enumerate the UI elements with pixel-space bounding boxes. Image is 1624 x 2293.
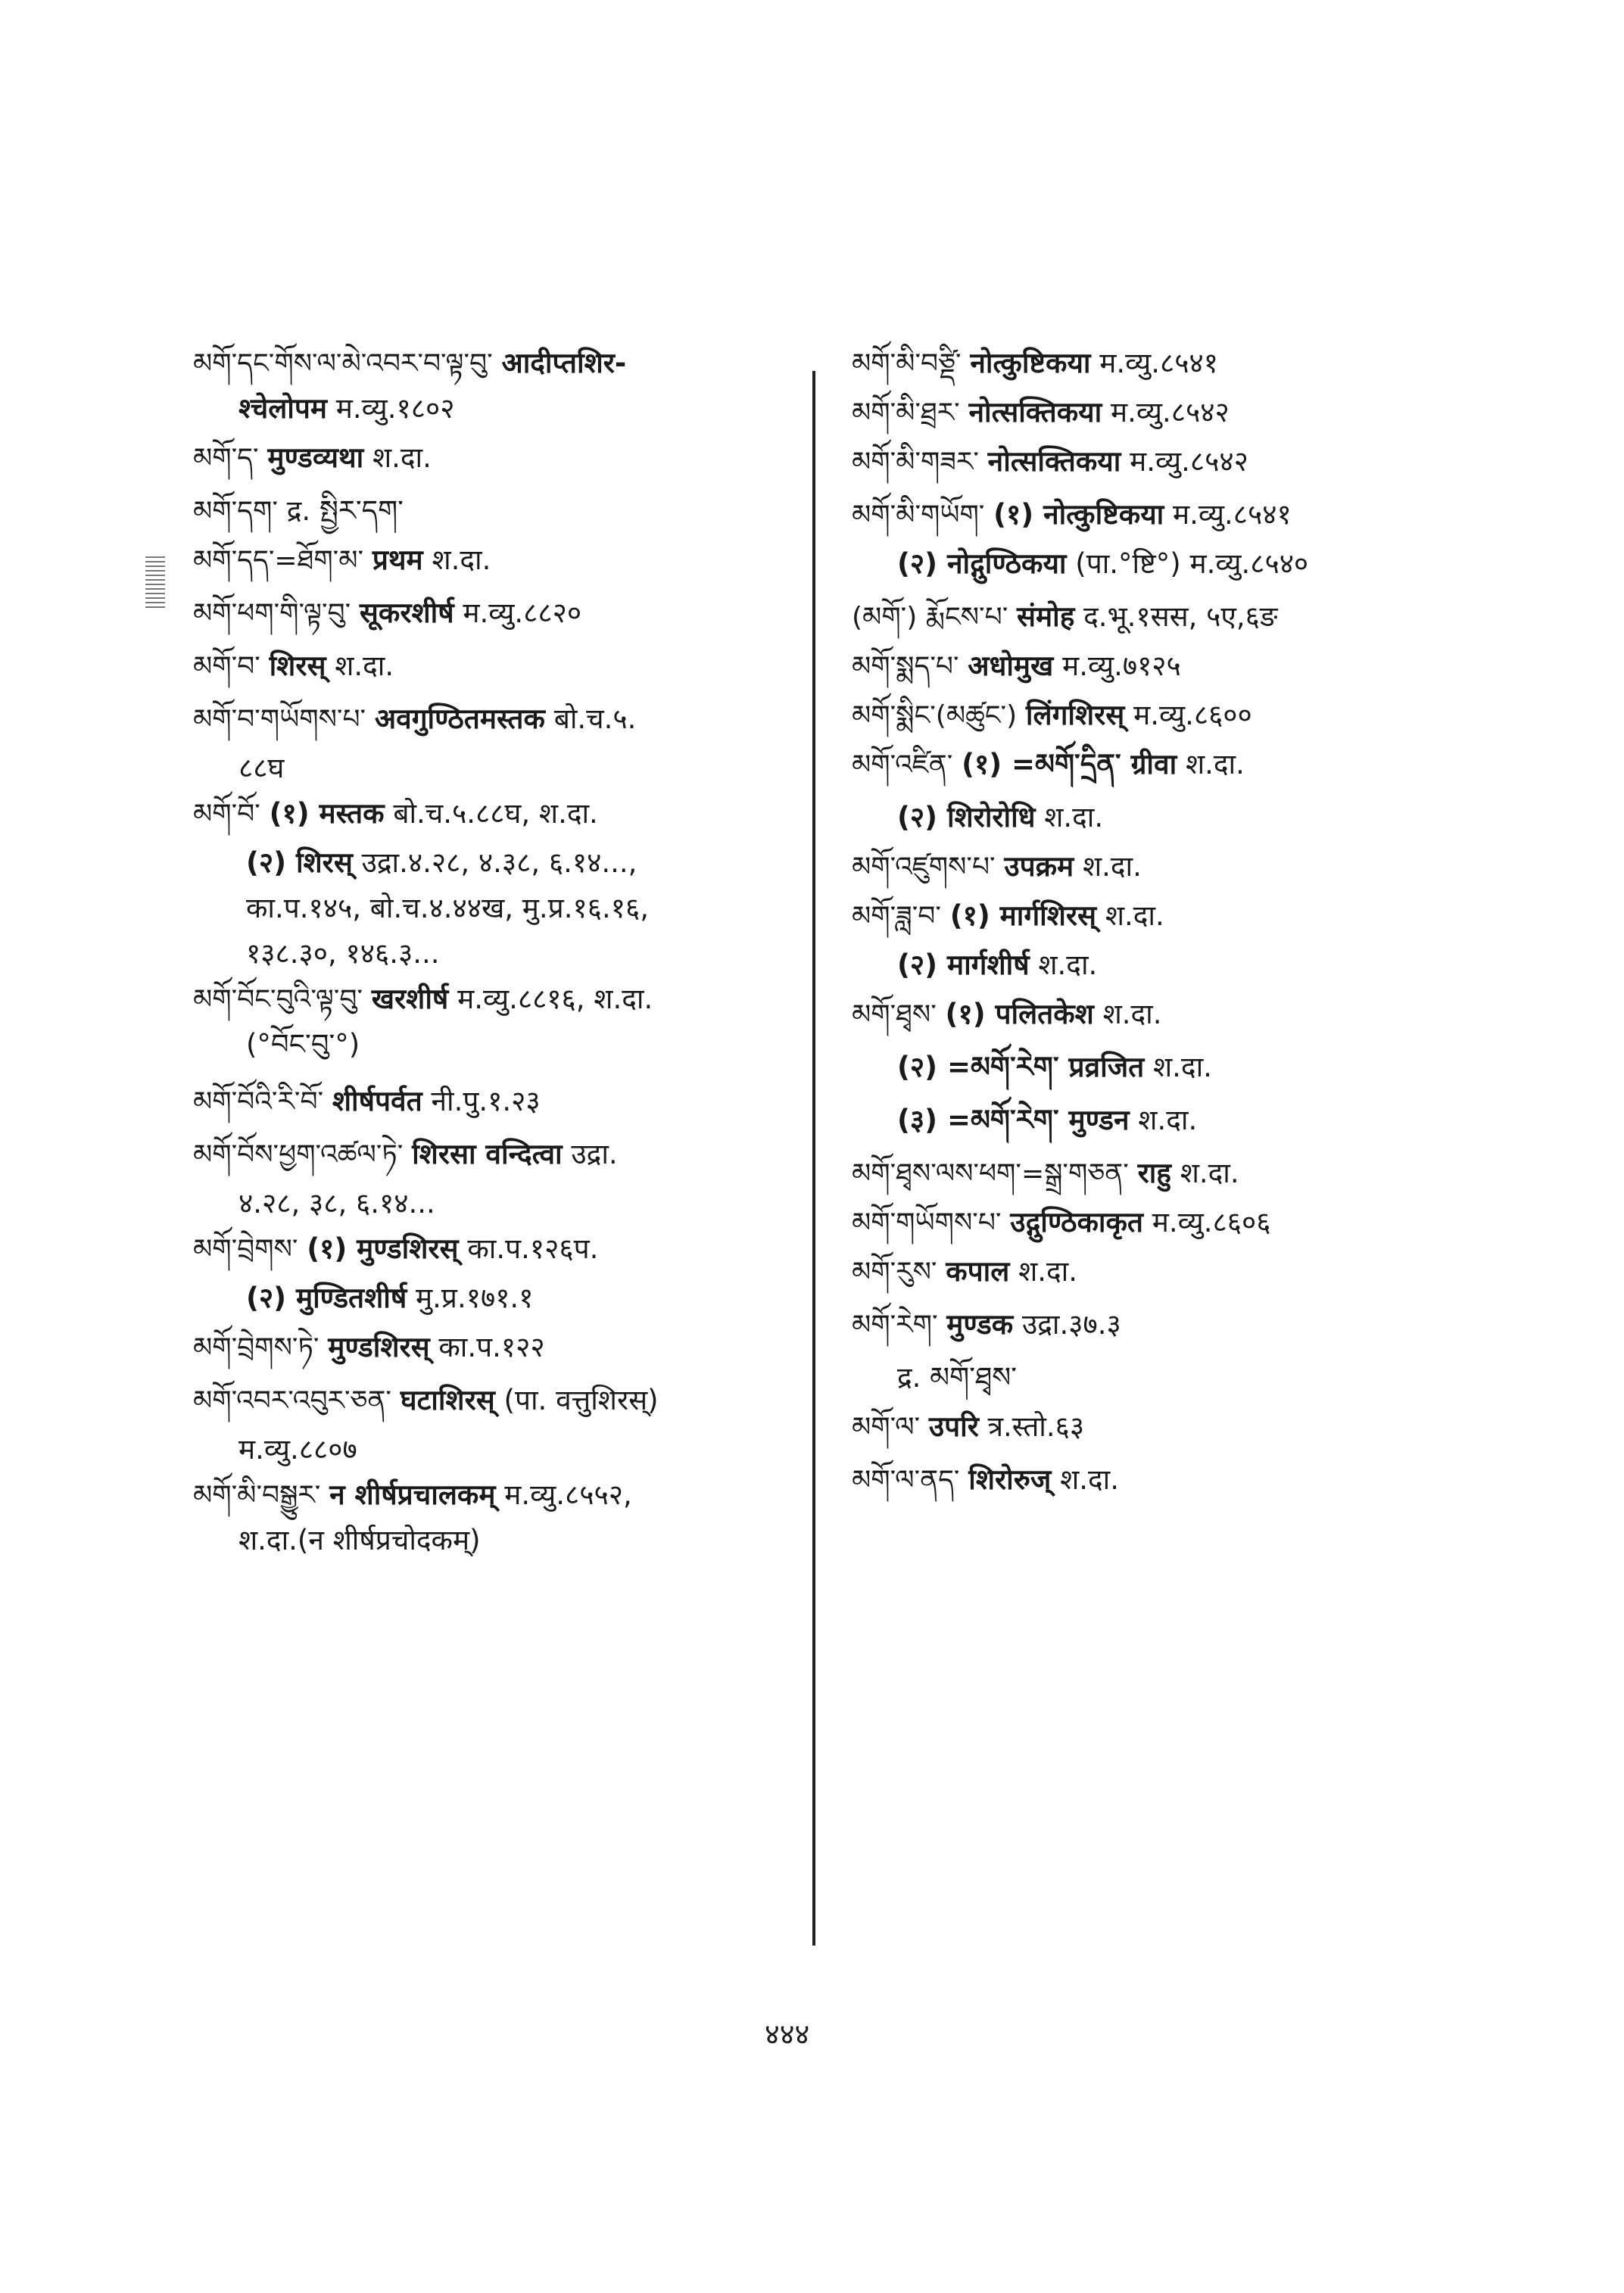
- reference: श.दा.: [1153, 1051, 1212, 1083]
- tibetan-headword: མགོ་ལ་: [852, 1412, 921, 1443]
- entry-line: [246, 844, 637, 882]
- entry-line: [897, 1101, 1197, 1139]
- sanskrit-equivalent: राहु: [1137, 1157, 1171, 1189]
- reference: द्र. སྤྱིར་དག་: [286, 494, 404, 527]
- reference: (°བོང་བུ་°): [246, 1028, 360, 1061]
- entry-line: [238, 1522, 481, 1559]
- sanskrit-equivalent: सूकरशीर्ष: [359, 597, 454, 629]
- sanskrit-equivalent: शीर्षपर्वत: [332, 1085, 422, 1117]
- entry-line: [897, 946, 1097, 984]
- entry-line: [246, 889, 649, 927]
- tibetan-headword: མགོ་བྲེགས་: [193, 1234, 298, 1265]
- tibetan-headword: མགོ་བོ་: [193, 799, 260, 830]
- entry-line: [852, 394, 1230, 432]
- tibetan-headword: མགོ་མི་གཟར་: [852, 447, 979, 478]
- reference: (पा.°ष्टि°) म.व्यु.८५४०: [1075, 547, 1309, 580]
- entry-line: [193, 647, 394, 686]
- tibetan-headword: མགོ་ཐྭས་: [852, 999, 937, 1030]
- reference: म.व्यु.८८२०: [463, 597, 582, 629]
- entry-line: [897, 1359, 1017, 1397]
- entry-line: [852, 443, 1248, 481]
- sanskrit-equivalent: खरशीर्ष: [371, 983, 449, 1015]
- entry-line: [852, 598, 1277, 637]
- reference: म.व्यु.८५४२: [1130, 445, 1248, 478]
- entry-line: [193, 344, 626, 383]
- column-divider: [812, 371, 815, 1946]
- entry-line: [193, 1476, 632, 1515]
- sanskrit-equivalent: (१) मुण्डशिरस्: [307, 1232, 459, 1265]
- entry-line: [193, 1083, 541, 1121]
- tibetan-headword: མགོ་དང་གོས་ལ་མེ་འབར་བ་ལྟ་བུ་: [193, 348, 493, 379]
- reference: श.दा.: [1018, 1255, 1078, 1288]
- entry-line: [246, 1026, 360, 1064]
- entry-line: [852, 1461, 1119, 1500]
- entry-line: [852, 647, 1181, 686]
- sanskrit-equivalent: शिरोरुज्: [968, 1463, 1052, 1496]
- entry-line: [852, 496, 1292, 534]
- tibetan-headword: མགོ་ཕག་གི་ལྟ་བུ་: [193, 598, 351, 629]
- sanskrit-equivalent: (१) मार्गशिरस्: [949, 899, 1097, 932]
- tibetan-headword: མགོ་འཛུགས་པ་: [852, 852, 996, 883]
- reference: बो.च.५.: [553, 703, 637, 735]
- entry-line: [852, 746, 1245, 784]
- tibetan-headword: མགོ་བྲེགས་ཏེ་: [193, 1332, 320, 1363]
- sanskrit-equivalent: (२) शिरस्: [246, 846, 353, 879]
- sanskrit-equivalent: (२) नोद्गुण्ठिकया: [897, 547, 1067, 580]
- entry-line: [238, 749, 284, 787]
- entry-line: [193, 1230, 598, 1269]
- reference: नी.पु.१.२३: [431, 1085, 541, 1117]
- entry-line: [193, 1329, 545, 1367]
- reference: मु.प्र.१७१.१: [416, 1282, 534, 1314]
- reference: श.दा.: [1180, 1157, 1239, 1189]
- entry-line: [193, 439, 432, 478]
- tibetan-headword: མགོ་ཐྭས་ལས་ཕག་=སྒྲ་གཅན་: [852, 1158, 1129, 1189]
- sanskrit-equivalent: श्चेलोपम: [238, 392, 328, 425]
- reference: उद्रा.४.२८, ४.३८, ६.१४...,: [361, 846, 637, 879]
- reference: श.दा.: [1060, 1463, 1119, 1496]
- entry-line: [852, 897, 1164, 936]
- tibetan-headword: མགོ་མི་བསྒྱུར་: [193, 1480, 321, 1511]
- page-number: ४४४: [765, 2017, 810, 2051]
- tibetan-headword: མགོ་རེག་: [852, 1310, 938, 1341]
- sanskrit-equivalent: (१) =མགོ་དྲིན་ ग्रीवा: [962, 748, 1177, 780]
- entry-line: [193, 1136, 618, 1174]
- reference: त्र.स्तो.६३: [987, 1410, 1085, 1443]
- entry-line: [852, 1408, 1084, 1447]
- reference: श.दा.: [1102, 998, 1162, 1030]
- sanskrit-equivalent: (१) पलितकेश: [945, 998, 1094, 1030]
- sanskrit-equivalent: नोत्सक्तिकया: [968, 396, 1102, 428]
- reference: ४.२८, ३८, ६.१४...: [238, 1187, 435, 1220]
- reference: का.प.१४५, बो.च.४.४४ख, मु.प्र.१६.१६,: [246, 892, 649, 924]
- sanskrit-equivalent: (१) नोत्कुष्टिकया: [993, 498, 1164, 531]
- sanskrit-equivalent: (३) =མགོ་རེག་ मुण्डन: [897, 1104, 1130, 1136]
- entry-line: [246, 935, 440, 973]
- entry-line: [852, 1154, 1239, 1193]
- sanskrit-equivalent: लिंगशिरस्: [1025, 699, 1125, 731]
- reference: उद्रा.: [571, 1138, 618, 1170]
- sanskrit-equivalent: (२) मार्गशीर्ष: [897, 949, 1030, 981]
- margin-mark: [145, 556, 165, 609]
- entry-line: [193, 1382, 659, 1420]
- sanskrit-equivalent: मुण्डव्यथा: [267, 441, 364, 474]
- reference: श.दा.: [1185, 748, 1245, 780]
- reference: श.दा.: [432, 544, 491, 576]
- entry-line: [852, 1204, 1270, 1242]
- entry-line: [246, 1279, 533, 1317]
- sanskrit-equivalent: नोत्कुष्टिकया: [970, 347, 1091, 379]
- reference: म.व्यु.८५४१: [1099, 347, 1218, 379]
- reference: का.प.१२६प.: [467, 1232, 599, 1265]
- entry-line: [193, 980, 653, 1019]
- entry-line: [852, 696, 1252, 735]
- tibetan-headword: མགོ་ད་: [193, 443, 259, 474]
- reference: का.प.१२२: [438, 1331, 545, 1363]
- reference: श.दा.: [1044, 801, 1104, 833]
- sanskrit-equivalent: कपाल: [946, 1255, 1010, 1288]
- reference: म.व्यु.८५४१: [1173, 498, 1292, 531]
- entry-line: [193, 541, 491, 580]
- sanskrit-equivalent: शिरस्: [269, 650, 326, 682]
- entry-line: [852, 344, 1218, 383]
- entry-line: [852, 1253, 1077, 1291]
- reference: श.दा.: [1105, 899, 1164, 932]
- sanskrit-equivalent: अवगुण्ठितमस्तक: [374, 703, 545, 735]
- tibetan-headword: མགོ་གཡོགས་པ་: [852, 1207, 1002, 1238]
- reference: श.दा.: [1138, 1104, 1198, 1136]
- sanskrit-equivalent: अधोमुख: [968, 650, 1054, 682]
- reference: श.दा.: [1082, 850, 1142, 883]
- tibetan-headword: མགོ་སྨད་པ་: [852, 651, 959, 682]
- sanskrit-equivalent: मुण्डशिरस्: [328, 1331, 430, 1363]
- reference: म.व्यु.८५४२: [1110, 396, 1230, 428]
- reference: श.दा.(न शीर्षप्रचोदकम्): [238, 1524, 481, 1556]
- sanskrit-equivalent: (२) =མགོ་རེག་ प्रव्रजित: [897, 1051, 1145, 1083]
- tibetan-headword: མགོ་མི་གཡོག་: [852, 500, 985, 531]
- sanskrit-equivalent: आदीप्तशिर-: [501, 347, 627, 379]
- tibetan-headword: མགོ་རུས་: [852, 1257, 937, 1288]
- reference: म.व्यु.१८०२: [335, 392, 455, 425]
- entry-line: [193, 594, 581, 633]
- reference: श.दा.: [335, 650, 394, 682]
- entry-line: [193, 700, 636, 739]
- entry-line: [193, 492, 404, 531]
- reference: म.व्यु.८६०६: [1152, 1206, 1271, 1238]
- sanskrit-equivalent: उपरि: [928, 1410, 979, 1443]
- entry-line: [238, 1431, 357, 1469]
- entry-line: [897, 545, 1308, 583]
- reference: म.व्यु.७१२५: [1062, 650, 1181, 682]
- reference: १३८.३०, १४६.३...: [246, 937, 440, 970]
- entry-line: [852, 848, 1142, 886]
- sanskrit-equivalent: (२) मुण्डितशीर्ष: [246, 1282, 407, 1314]
- reference: म.व्यु.८५५२,: [504, 1478, 632, 1511]
- tibetan-headword: མགོ་བོས་ཕྱག་འཚལ་ཏེ་: [193, 1139, 404, 1170]
- tibetan-headword: མགོ་འབར་འབུར་ཅན་: [193, 1385, 391, 1416]
- reference: म.व्यु.८८०७: [238, 1433, 357, 1466]
- reference: ८८घ: [238, 752, 285, 784]
- reference: श.दा.: [372, 441, 432, 474]
- tibetan-headword: མགོ་མི་བཙྡི་: [852, 348, 962, 379]
- sanskrit-equivalent: उपक्रम: [1004, 850, 1074, 883]
- tibetan-headword: མགོ་འཛིན་: [852, 749, 953, 780]
- sanskrit-equivalent: (२) शिरोरोधि: [897, 801, 1036, 833]
- reference: द.भू.१सस, ५ए,६ङ: [1083, 600, 1278, 633]
- sanskrit-equivalent: उद्गुण्ठिकाकृत: [1010, 1206, 1143, 1238]
- sanskrit-equivalent: संमोह: [1017, 600, 1075, 633]
- reference: उद्रा.३७.३: [1021, 1308, 1121, 1341]
- sanskrit-equivalent: (१) मस्तक: [269, 797, 385, 830]
- tibetan-headword: མགོ་སྨིང་(མཚུང་): [852, 700, 1018, 731]
- entry-line: [852, 1306, 1121, 1344]
- reference: श.दा.: [1038, 949, 1098, 981]
- sanskrit-equivalent: घटाशिरस्: [400, 1384, 495, 1416]
- tibetan-headword: མགོ་མི་ཐྲར་: [852, 397, 960, 428]
- tibetan-headword: མགོ་དད་=ཐོག་མ་: [193, 545, 364, 576]
- sanskrit-equivalent: शिरसा वन्दित्वा: [412, 1138, 563, 1170]
- sanskrit-equivalent: न शीर्षप्रचालकम्: [329, 1478, 496, 1511]
- entry-line: [852, 995, 1162, 1034]
- reference: म.व्यु.८६००: [1133, 699, 1252, 731]
- sanskrit-equivalent: प्रथम: [372, 544, 423, 576]
- entry-line: [897, 1048, 1212, 1086]
- entry-line: [238, 1185, 435, 1223]
- reference: द्र. མགོ་ཐྭས་: [897, 1361, 1018, 1394]
- reference: (पा. वत्तुशिरस्): [503, 1384, 659, 1416]
- tibetan-headword: མགོ་བ་གཡོགས་པ་: [193, 704, 366, 735]
- tibetan-headword: མགོ་ལ་ནད་: [852, 1465, 960, 1496]
- sanskrit-equivalent: नोत्सक्तिकया: [987, 445, 1121, 478]
- sanskrit-equivalent: मुण्डक: [946, 1308, 1014, 1341]
- tibetan-headword: མགོ་བ་: [193, 651, 260, 682]
- tibetan-headword: མགོ་བོང་བུའི་ལྟ་བུ་: [193, 984, 363, 1015]
- reference: बो.च.५.८८घ, श.दा.: [393, 797, 598, 830]
- tibetan-headword: (མགོ་) རྨོངས་པ་: [852, 602, 1008, 633]
- entry-line: [193, 795, 598, 833]
- tibetan-headword: མགོ་བོའི་རི་བོ་: [193, 1086, 324, 1117]
- tibetan-headword: མགོ་ཟླ་བ་: [852, 901, 941, 932]
- tibetan-headword: མགོ་དག་: [193, 496, 278, 527]
- reference: म.व्यु.८८१६, श.दा.: [457, 983, 653, 1015]
- entry-line: [238, 390, 455, 428]
- entry-line: [897, 799, 1103, 837]
